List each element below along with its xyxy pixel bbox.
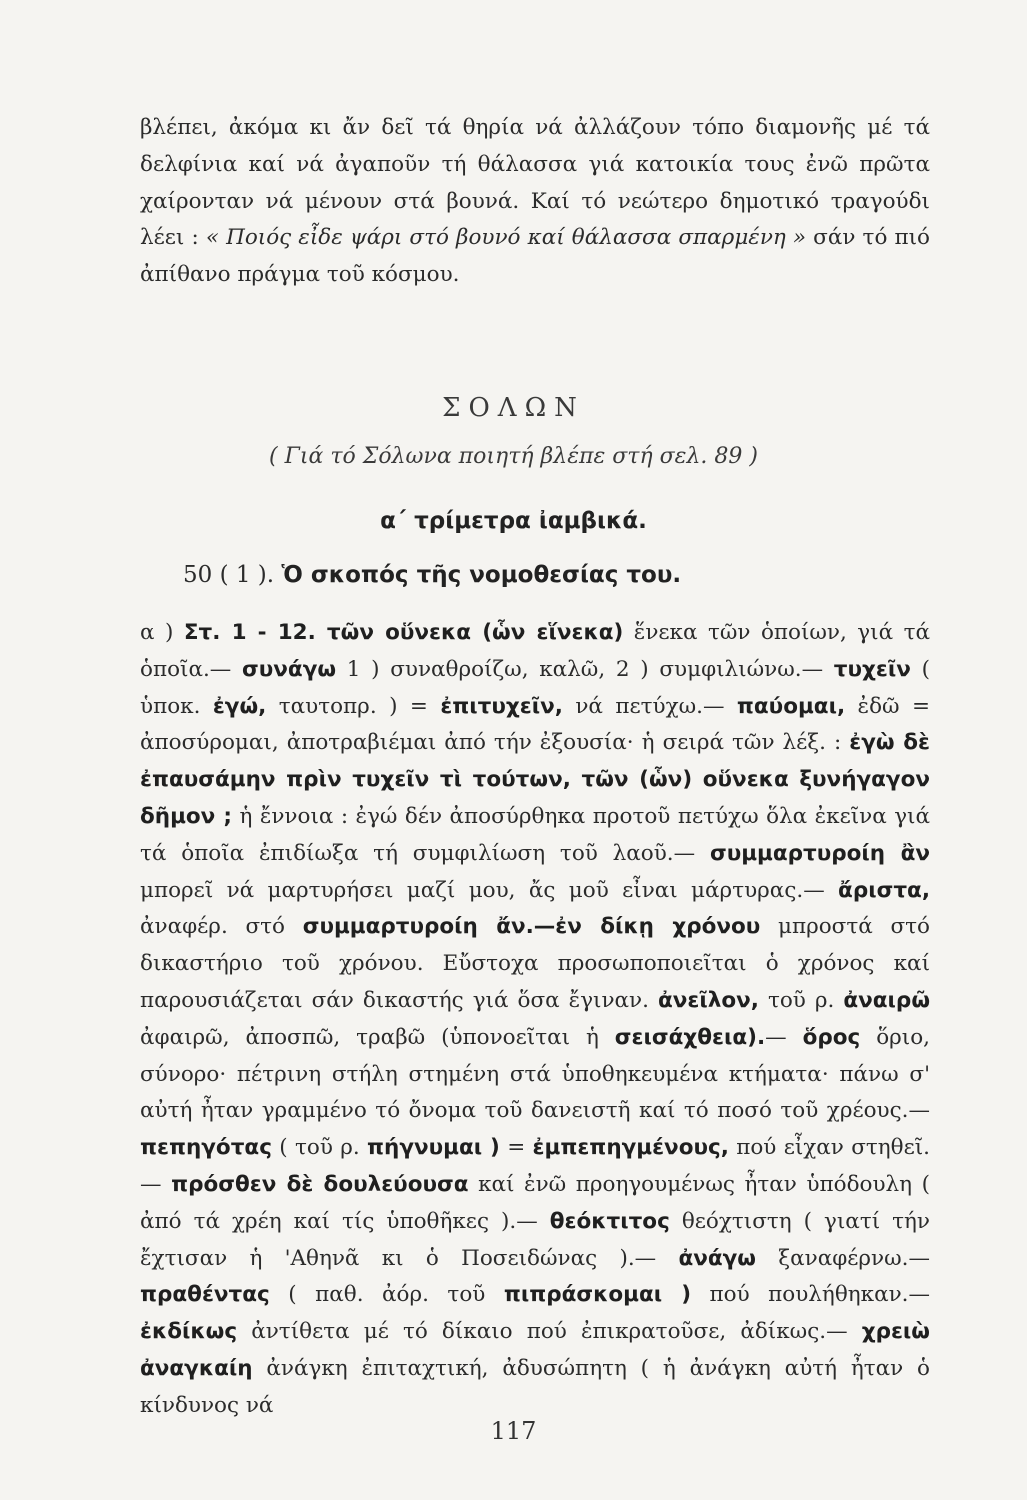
commentary-text-run: πού πουλήθηκαν.— [691,1282,930,1308]
commentary-text-run: νά πετύχω.— [562,693,737,719]
commentary-text-run: ἡ ἔννοια : ἐγώ δέν ἀποσύρθηκα προτοῦ πετύχω ὅλα ἐκεῖνα γιά τά ὁποῖα ἐπιδίωξα τή συμφιλίωση τοῦ λαοῦ.— [140,803,931,866]
subheading: α΄ τρίμετρα ἰαμβικά. [380,508,647,534]
commentary-text-run: πραθέντας [140,1282,270,1308]
commentary-text-run: ἐμπεπηγμένους, [532,1135,729,1161]
commentary-paragraph [140,615,930,1425]
commentary-text-run: πεπηγότας [140,1135,272,1161]
commentary-text-run: ἐπιτυχεῖν, [440,693,563,719]
page-number: 117 [490,1417,537,1445]
commentary-text-run: ἀφαιρῶ, ἀποσπῶ, τραβῶ (ὑπονοεῖται ἡ [140,1024,615,1050]
commentary-text-run: ἐδῶ = ἀποσύρομαι, ἀποτραβιέμαι ἀπό τήν ἐξουσία· ἡ σειρά τῶν λέξ. : [140,693,930,756]
commentary-text-run: χρειὼ ἀναγκαίη [140,1319,930,1381]
commentary-text-run: ( παθ. ἀόρ. τοῦ [269,1282,504,1308]
commentary-text-run: πήγνυμαι ) [367,1135,500,1161]
commentary-text-run: ἐγὼ δὲ ἐπαυσάμην πρὶν τυχεῖν τὶ τούτων, τῶν (ὧν) οὕνεκα ξυνήγαγον δῆμον ; [140,730,930,829]
section-number: 50 ( 1 ). [183,562,275,588]
commentary-text-run: παύομαι, [736,693,846,719]
commentary-text-run: ἄριστα, [838,877,930,903]
commentary-text-run: πιπράσκομαι ) [503,1282,692,1308]
commentary-text-run: ἀνάγω [678,1245,756,1271]
commentary-text-run: συμμαρτυροίη ἄν.—ἐν δίκῃ χρόνου [302,914,761,940]
commentary-text-run: θεόκτιτος [549,1208,670,1234]
commentary-text-run: ἀναιρῶ [843,987,930,1013]
commentary-text-run: α ) [140,620,184,645]
intro-text-run: σάν τό πιό ἀπίθανο πράγμα τοῦ κόσμου. [140,225,931,288]
poem-section-title [183,562,681,588]
commentary-text-run: ἀντίθετα μέ τό δίκαιο πού ἐπικρατοῦσε, ἀδίκως.— [237,1319,862,1345]
commentary-text-run: καί ἐνῶ προηγουμένως ἦταν ὑπόδουλη ( ἀπό τά χρέη καί τίς ὑποθῆκες ).— [140,1171,931,1234]
commentary-text-run: πρόσθεν δὲ δουλεύουσα [171,1171,469,1197]
intro-paragraph [140,110,930,294]
commentary-text-run: ξαναφέρνω.— [755,1245,930,1271]
section-title: Ὁ σκοπός τῆς νομοθεσίας του. [281,562,682,588]
intro-text-run: βλέπει, ἀκόμα κι ἄν δεῖ τά θηρία νά ἀλλάζουν τόπο διαμονῆς μέ τά δελφίνια καί νά ἀγαποῦν τή θάλασσα γιά κατοικία τους ἐνῶ πρῶτα χαίρονταν νά μένουν στά βουνά. Καί τό νεώτερο δημοτικό τραγούδι λέει : [140,115,930,251]
commentary-text-run: τοῦ ρ. [758,987,844,1013]
commentary-text-run: 1 ) συναθροίζω, καλῶ, 2 ) συμφιλιώνω.— [336,656,834,682]
commentary-text-run: μπροστά στό δικαστήριο τοῦ χρόνου. Εὔστοχα προσωποποιεῖται ὁ χρόνος καί παρουσιάζεται σάν δικαστής γιά ὅσα ἔγιναν. [140,914,930,1013]
commentary-text-run: ἀναφέρ. στό [140,914,303,940]
commentary-text-run: Στ. 1 - 12. τῶν οὕνεκα (ὧν εἵνεκα) [183,620,624,645]
commentary-text-run: ἀνεῖλον, [657,987,759,1013]
commentary-text-run: ἐγώ, [212,693,267,719]
commentary-text-run: τυχεῖν [833,656,911,682]
commentary-text-run: ταυτοπρ. ) = [266,693,441,719]
commentary-text-run: — [765,1024,803,1050]
commentary-text-run: ἐκδίκως [140,1319,238,1345]
commentary-text-run: συμμαρτυροίη ἂν [709,840,930,866]
commentary-text-run: ( ὑποκ. [140,656,930,719]
commentary-text-run: ἀνάγκη ἐπιταχτική, ἀδυσώπητη ( ἡ ἀνάγκη αὐτή ἦταν ὁ κίνδυνος νά [140,1355,930,1418]
commentary-text-run: ὅρος [802,1024,861,1050]
commentary-text-run: πού εἶχαν στηθεῖ.— [140,1135,930,1197]
commentary-text-run: = [499,1135,533,1161]
section-heading: ΣΟΛΩΝ [442,393,585,423]
commentary-text-run: ( τοῦ ρ. [271,1135,367,1161]
reference-note: ( Γιά τό Σόλωνα ποιητή βλέπε στή σελ. 89 ) [269,444,758,469]
commentary-text-run: σεισάχθεια). [614,1024,766,1050]
commentary-text-run: ἕνεκα τῶν ὁποίων, γιά τά ὁποῖα.— [140,620,930,682]
commentary-text-run: μπορεῖ νά μαρτυρήσει μαζί μου, ἄς μοῦ εἶναι μάρτυρας.— [140,877,839,903]
commentary-text-run: ὅριο, σύνορο· πέτρινη στήλη στημένη στά ὑποθηκευμένα κτήματα· πάνω σ' αὐτή ἦταν γραμμένο τό ὄνομα τοῦ δανειστῆ καί τό ποσό τοῦ χρέους.— [140,1024,930,1124]
intro-text-run: « Ποιός εἶδε ψάρι στό βουνό καί θάλασσα σπαρμένη » [205,225,807,251]
commentary-text-run: συνάγω [242,656,337,682]
commentary-text-run: θεόχτιστη ( γιατί τήν ἔχτισαν ἡ 'Αθηνᾶ κι ὁ Ποσειδώνας ).— [140,1208,930,1271]
